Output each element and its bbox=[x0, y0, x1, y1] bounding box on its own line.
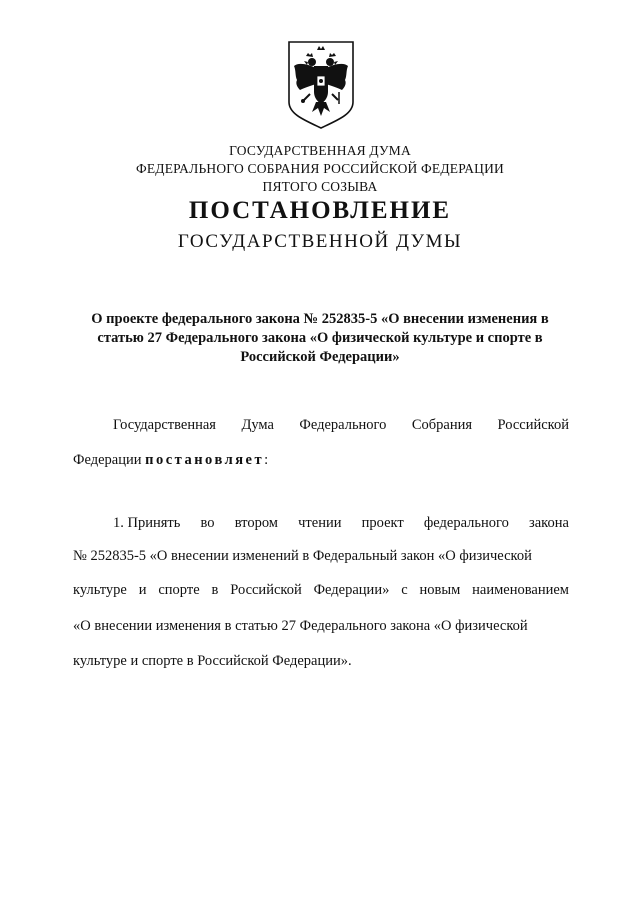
item1-word: закона bbox=[529, 515, 569, 531]
document-title: ПОСТАНОВЛЕНИЕ bbox=[188, 197, 452, 224]
preamble-line-2 bbox=[73, 451, 569, 469]
coat-of-arms-emblem bbox=[286, 40, 356, 130]
preamble-word: Государственная bbox=[113, 417, 216, 433]
item1-word: 1. Принять bbox=[113, 515, 181, 531]
subject-line-3: Российской Федерации» bbox=[240, 349, 400, 365]
item1-line-3 bbox=[73, 581, 569, 599]
header-line-convocation: ПЯТОГО СОЗЫВА bbox=[262, 179, 378, 194]
preamble-word: Собрания bbox=[411, 417, 473, 433]
item1-word: Российской bbox=[230, 582, 302, 598]
item1-line-1 bbox=[113, 514, 569, 532]
item1-word: и bbox=[138, 582, 147, 598]
item1-word: спорте bbox=[158, 582, 200, 598]
item1-word: проект bbox=[361, 515, 404, 531]
preamble-word: Федерального bbox=[299, 417, 387, 433]
document-subtitle: ГОСУДАРСТВЕННОЙ ДУМЫ bbox=[177, 231, 463, 252]
preamble-operative-word: постановляет bbox=[145, 452, 265, 468]
item1-line-5: культуре и спорте в Российской Федерации». bbox=[73, 653, 352, 669]
subject-line-1: О проекте федерального закона № 252835-5 «О внесении изменения в bbox=[91, 311, 549, 327]
preamble-word: Дума bbox=[241, 417, 274, 433]
item1-word: федерального bbox=[423, 515, 509, 531]
preamble-line-1 bbox=[113, 416, 569, 434]
item1-word: чтении bbox=[298, 515, 342, 531]
preamble-word: Российской bbox=[497, 417, 569, 433]
preamble-prefix: Федерации bbox=[73, 452, 146, 468]
item1-word: Федерации» bbox=[313, 582, 390, 598]
item1-word: культуре bbox=[73, 582, 127, 598]
item1-word: с bbox=[401, 582, 408, 598]
header-line-assembly: ФЕДЕРАЛЬНОГО СОБРАНИЯ РОССИЙСКОЙ ФЕДЕРАЦИИ bbox=[136, 161, 504, 176]
item1-word: новым bbox=[419, 582, 461, 598]
issuer-header bbox=[0, 142, 640, 196]
resolution-subject bbox=[60, 310, 580, 367]
item1-line-4: «О внесении изменения в статью 27 Федерального закона «О физической bbox=[73, 618, 528, 634]
double-headed-eagle-icon bbox=[286, 40, 356, 130]
subject-line-2: статью 27 Федерального закона «О физической культуре и спорте в bbox=[97, 330, 543, 346]
item1-word: наименованием bbox=[472, 582, 569, 598]
header-line-duma: ГОСУДАРСТВЕННАЯ ДУМА bbox=[229, 143, 411, 158]
preamble-suffix: : bbox=[264, 452, 269, 468]
item1-word: во bbox=[200, 515, 215, 531]
item1-word: втором bbox=[234, 515, 278, 531]
item1-line-2: № 252835-5 «О внесении изменений в Федеральный закон «О физической bbox=[73, 548, 532, 564]
item1-word: в bbox=[211, 582, 219, 598]
